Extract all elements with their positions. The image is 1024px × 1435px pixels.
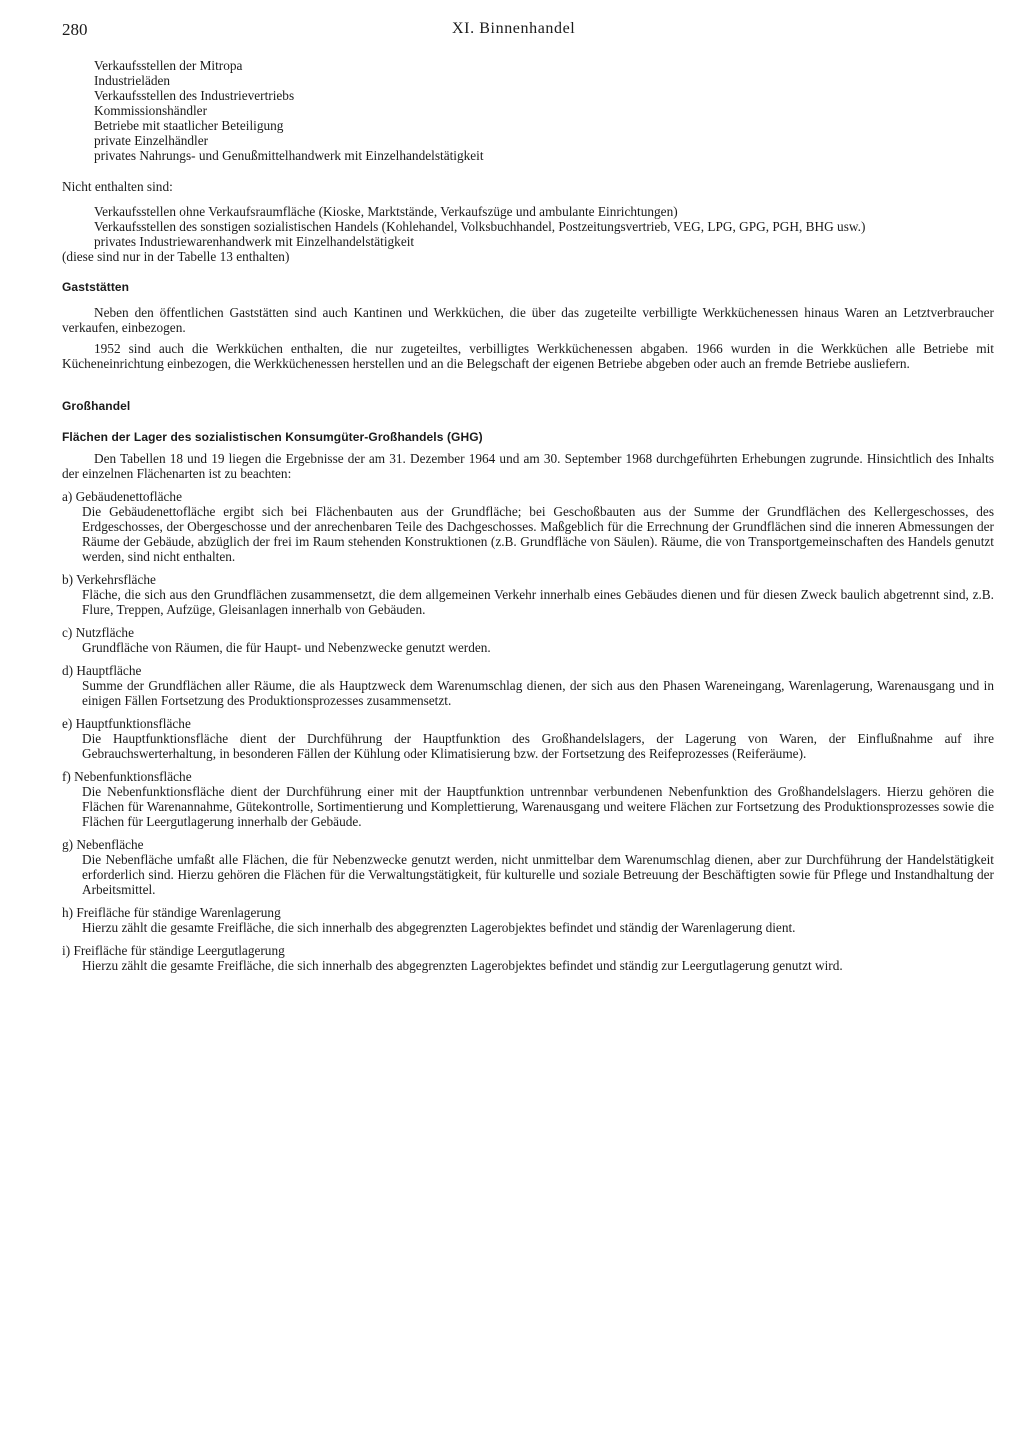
not-included-list: [94, 204, 994, 249]
section-title: XI. Binnenhandel: [452, 20, 576, 37]
definition-text: Die Nebenfunktionsfläche dient der Durchführung einer mit der Hauptfunktion untrennbar verbundenen Nebenfunktion des Großhandelslagers. Hierzu gehören die Flächen für Warenannahme, Gütekontrolle, Sortimentierung und Komplettierung, Warenausgang und weitere Flächen zur Fortsetzung des Produktionsprozesses sowie die Flächen für Leergutlagerung innerhalb der Gebäude.: [82, 784, 994, 829]
gaststaetten-paragraph: Neben den öffentlichen Gaststätten sind auch Kantinen und Werkküchen, die über das zugeteilte verbilligte Werkküchenessen hinaus Waren an Letztverbraucher verkaufen, einbezogen.: [62, 305, 994, 335]
definition-item: [62, 905, 994, 935]
definition-item: [62, 663, 994, 708]
definition-text: Die Gebäudenettofläche ergibt sich bei Flächenbauten aus der Grundfläche; bei Geschoßbauten aus der Summe der Grundflächen des Kellergeschosses, des Erdgeschosses, der Obergeschosse und der anrechenbaren Teile des Dachgeschosses. Maßgeblich für die Errechnung der Grundflächen sind die inneren Abmessungen der Räume der Gebäude, abzüglich der frei im Raum stehenden Konstruktionen (z.B. Grundfläche von Säulen). Räume, die von Transportgemeinschaften des Handels genutzt werden, sind nicht enthalten.: [82, 504, 994, 564]
definition-label: e) Hauptfunktionsfläche: [62, 716, 191, 731]
definition-text: Summe der Grundflächen aller Räume, die als Hauptzweck dem Warenumschlag dienen, der sich aus den Phasen Wareneingang, Warenlagerung, Warenausgang und in einigen Fällen Fortsetzung des Produktionsprozesses zusammensetzt.: [82, 678, 994, 708]
definition-item: [62, 943, 994, 973]
definition-label: g) Nebenfläche: [62, 837, 144, 852]
not-included-note: (diese sind nur in der Tabelle 13 enthalten): [62, 249, 290, 264]
definition-item: [62, 489, 994, 564]
definition-label: b) Verkehrsfläche: [62, 572, 156, 587]
grosshandel-heading: Großhandel: [62, 399, 131, 413]
page-body: [62, 58, 994, 973]
list-item: Verkaufsstellen ohne Verkaufsraumfläche (Kioske, Marktstände, Verkaufszüge und ambulante Einrichtungen): [94, 204, 678, 219]
list-item: Industrieläden: [94, 73, 171, 88]
gaststaetten-heading: Gaststätten: [62, 280, 130, 294]
list-item: Verkaufsstellen der Mitropa: [94, 58, 243, 73]
definition-item: [62, 625, 994, 655]
definition-item: [62, 769, 994, 829]
grosshandel-subheading: Flächen der Lager des sozialistischen Konsumgüter-Großhandels (GHG): [62, 430, 483, 444]
definition-label: f) Nebenfunktionsfläche: [62, 769, 192, 784]
definition-item: [62, 572, 994, 617]
definition-item: [62, 837, 994, 897]
not-included-heading: Nicht enthalten sind:: [62, 179, 173, 194]
list-item: privates Industriewarenhandwerk mit Einzelhandelstätigkeit: [94, 234, 415, 249]
gaststaetten-paragraph: 1952 sind auch die Werkküchen enthalten, die nur zugeteiltes, verbilligtes Werkküchenessen abgaben. 1966 wurden in die Werkküchen alle Betriebe mit Kücheneinrichtung einbezogen, die Werkküchenessen herstellen und an die Belegschaft der eigenen Betriebe abgeben oder auch an fremde Betriebe ausliefern.: [62, 341, 994, 371]
definition-text: Die Nebenfläche umfaßt alle Flächen, die für Nebenzwecke genutzt werden, nicht unmittelbar dem Warenumschlag dienen, aber zur Durchführung der Handelstätigkeit erforderlich sind. Hierzu gehören die Flächen für die Verwaltungstätigkeit, für kulturelle und soziale Betreuung der Beschäftigten sowie für Pflege und Instandhaltung der Arbeitsmittel.: [82, 852, 994, 897]
definition-label: h) Freifläche für ständige Warenlagerung: [62, 905, 281, 920]
definition-text: Fläche, die sich aus den Grundflächen zusammensetzt, die dem allgemeinen Verkehr innerhalb eines Gebäudes dienen und für diesen Zweck baulich abgetrennt sind, z.B. Flure, Treppen, Aufzüge, Gleisanlagen innerhalb von Gebäuden.: [82, 587, 994, 617]
page-header: [62, 20, 998, 42]
list-item: Kommissionshändler: [94, 103, 208, 118]
list-item: Betriebe mit staatlicher Beteiligung: [94, 118, 284, 133]
definition-text: Hierzu zählt die gesamte Freifläche, die sich innerhalb des abgegrenzten Lagerobjektes befindet und ständig zur Leergutlagerung genutzt wird.: [82, 958, 843, 973]
definition-text: Grundfläche von Räumen, die für Haupt- und Nebenzwecke genutzt werden.: [82, 640, 491, 655]
definition-label: d) Hauptfläche: [62, 663, 142, 678]
list-item: privates Nahrungs- und Genußmittelhandwerk mit Einzelhandelstätigkeit: [94, 148, 484, 163]
definition-label: a) Gebäudenettofläche: [62, 489, 182, 504]
definition-item: [62, 716, 994, 761]
list-item: Verkaufsstellen des Industrievertriebs: [94, 88, 295, 103]
definition-label: i) Freifläche für ständige Leergutlagerung: [62, 943, 285, 958]
list-item: private Einzelhändler: [94, 133, 209, 148]
definition-text: Die Hauptfunktionsfläche dient der Durchführung der Hauptfunktion des Großhandelslagers, der Lagerung von Waren, der Einflußnahme auf ihre Gebrauchswerterhaltung, in besonderen Fällen der Kühlung oder Klimatisierung bzw. der Fortsetzung des Reifeprozesses (Reiferäume).: [82, 731, 994, 761]
definition-text: Hierzu zählt die gesamte Freifläche, die sich innerhalb des abgegrenzten Lagerobjektes befindet und ständig der Warenlagerung dient.: [82, 920, 796, 935]
included-list: [94, 58, 994, 163]
definition-label: c) Nutzfläche: [62, 625, 134, 640]
grosshandel-intro: Den Tabellen 18 und 19 liegen die Ergebnisse der am 31. Dezember 1964 und am 30. September 1968 durchgeführten Erhebungen zugrunde. Hinsichtlich des Inhalts der einzelnen Flächenarten ist zu beachten:: [62, 451, 994, 481]
list-item: Verkaufsstellen des sonstigen sozialistischen Handels (Kohlehandel, Volksbuchhandel, Postzeitungsvertrieb, VEG, LPG, GPG, PGH, BHG usw.): [94, 219, 866, 234]
page-number: 280: [62, 20, 88, 39]
